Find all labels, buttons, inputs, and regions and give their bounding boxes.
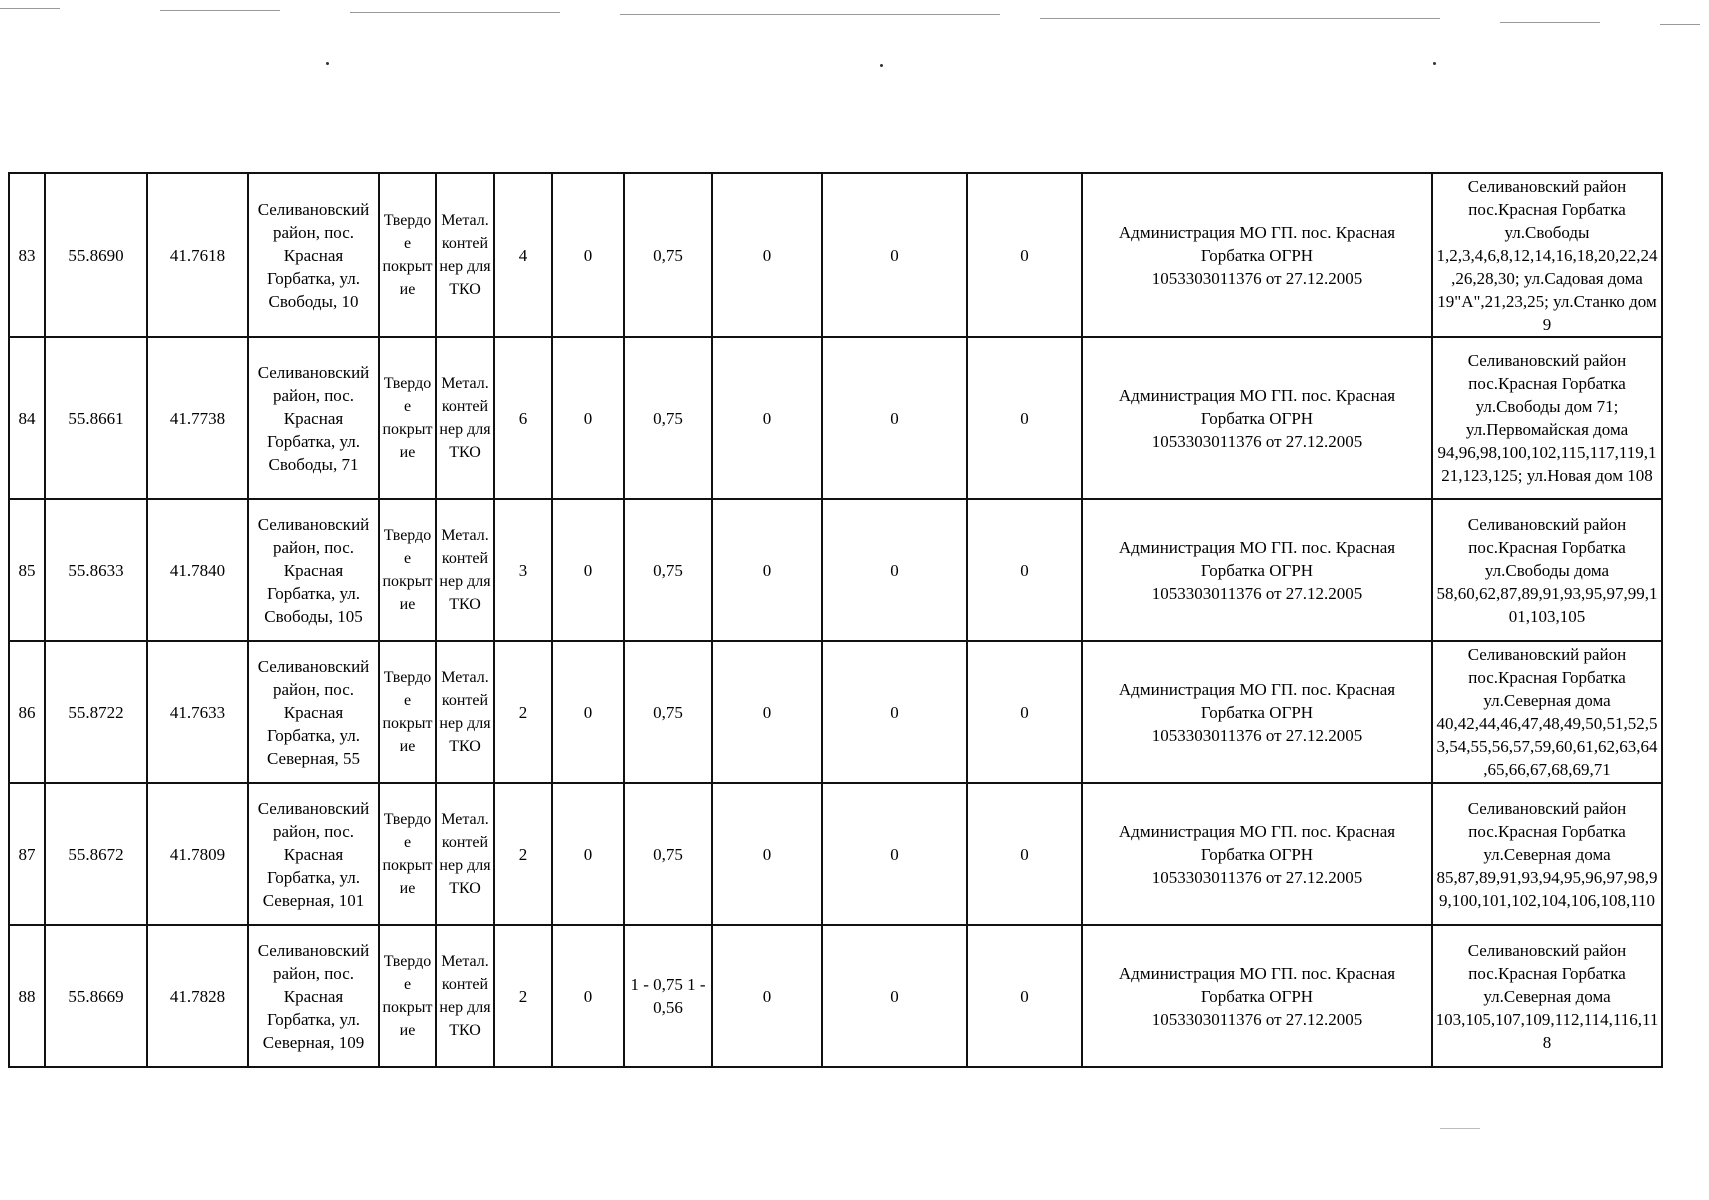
row-number: 87 bbox=[9, 783, 45, 925]
surface-type: Твердое покрытие bbox=[379, 783, 436, 925]
value-d: 0 bbox=[822, 783, 967, 925]
value-d: 0 bbox=[822, 499, 967, 641]
value-c: 0 bbox=[712, 337, 822, 499]
ogrn-value: 1053303011376 от 27.12.2005 bbox=[1151, 268, 1363, 288]
planned-count: 0 bbox=[552, 173, 624, 337]
owner-name: Администрация МО ГП. пос. Красная Горбатка bbox=[1118, 385, 1396, 428]
container-type: Метал. контейнер для ТКО bbox=[436, 925, 494, 1067]
served-houses: Селивановский район пос.Красная Горбатка ул.Свободы дом 71; ул.Первомайская дома 94,96,98,100,102,115,117,119,121,123,125; ул.Новая дом 108 bbox=[1432, 337, 1662, 499]
value-d: 0 bbox=[822, 337, 967, 499]
container-count: 2 bbox=[494, 641, 552, 783]
owner-info bbox=[1082, 499, 1432, 641]
latitude: 55.8661 bbox=[45, 337, 147, 499]
owner-info bbox=[1082, 783, 1432, 925]
value-e: 0 bbox=[967, 641, 1082, 783]
scan-dot bbox=[880, 64, 883, 67]
scan-dash bbox=[350, 12, 560, 13]
scan-dash bbox=[1040, 18, 1440, 19]
value-d: 0 bbox=[822, 641, 967, 783]
planned-count: 0 bbox=[552, 641, 624, 783]
container-count: 4 bbox=[494, 173, 552, 337]
latitude: 55.8672 bbox=[45, 783, 147, 925]
row-number: 85 bbox=[9, 499, 45, 641]
site-address: Селивановский район, пос. Красная Горбатка, ул. Свободы, 105 bbox=[248, 499, 379, 641]
ogrn-label: ОГРН bbox=[1269, 986, 1314, 1006]
site-address: Селивановский район, пос. Красная Горбатка, ул. Северная, 55 bbox=[248, 641, 379, 783]
longitude: 41.7840 bbox=[147, 499, 248, 641]
owner-name: Администрация МО ГП. пос. Красная Горбатка bbox=[1118, 679, 1396, 722]
container-type: Метал. контейнер для ТКО bbox=[436, 783, 494, 925]
row-number: 83 bbox=[9, 173, 45, 337]
planned-count: 0 bbox=[552, 925, 624, 1067]
surface-type: Твердое покрытие bbox=[379, 499, 436, 641]
container-volume: 0,75 bbox=[624, 641, 712, 783]
scan-dash bbox=[160, 10, 280, 11]
owner-info bbox=[1082, 173, 1432, 337]
scan-mark bbox=[1440, 1128, 1480, 1129]
value-d: 0 bbox=[822, 173, 967, 337]
container-volume: 1 - 0,75 1 - 0,56 bbox=[624, 925, 712, 1067]
container-volume: 0,75 bbox=[624, 783, 712, 925]
container-volume: 0,75 bbox=[624, 337, 712, 499]
surface-type: Твердое покрытие bbox=[379, 173, 436, 337]
ogrn-value: 1053303011376 от 27.12.2005 bbox=[1151, 431, 1363, 451]
ogrn-label: ОГРН bbox=[1269, 408, 1314, 428]
latitude: 55.8633 bbox=[45, 499, 147, 641]
latitude: 55.8690 bbox=[45, 173, 147, 337]
longitude: 41.7809 bbox=[147, 783, 248, 925]
value-e: 0 bbox=[967, 925, 1082, 1067]
value-c: 0 bbox=[712, 173, 822, 337]
container-volume: 0,75 bbox=[624, 499, 712, 641]
table-row bbox=[9, 641, 1662, 783]
container-count: 6 bbox=[494, 337, 552, 499]
site-address: Селивановский район, пос. Красная Горбатка, ул. Свободы, 10 bbox=[248, 173, 379, 337]
longitude: 41.7618 bbox=[147, 173, 248, 337]
container-count: 2 bbox=[494, 925, 552, 1067]
table-row bbox=[9, 173, 1662, 337]
value-c: 0 bbox=[712, 783, 822, 925]
row-number: 84 bbox=[9, 337, 45, 499]
ogrn-value: 1053303011376 от 27.12.2005 bbox=[1151, 583, 1363, 603]
ogrn-value: 1053303011376 от 27.12.2005 bbox=[1151, 867, 1363, 887]
longitude: 41.7633 bbox=[147, 641, 248, 783]
container-count: 3 bbox=[494, 499, 552, 641]
ogrn-value: 1053303011376 от 27.12.2005 bbox=[1151, 1009, 1363, 1029]
site-address: Селивановский район, пос. Красная Горбатка, ул. Свободы, 71 bbox=[248, 337, 379, 499]
container-type: Метал. контейнер для ТКО bbox=[436, 499, 494, 641]
row-number: 88 bbox=[9, 925, 45, 1067]
latitude: 55.8722 bbox=[45, 641, 147, 783]
table-row bbox=[9, 337, 1662, 499]
table-row bbox=[9, 925, 1662, 1067]
ogrn-label: ОГРН bbox=[1269, 702, 1314, 722]
site-address: Селивановский район, пос. Красная Горбатка, ул. Северная, 101 bbox=[248, 783, 379, 925]
scan-top-artifacts bbox=[0, 0, 1709, 70]
owner-name: Администрация МО ГП. пос. Красная Горбатка bbox=[1118, 222, 1396, 265]
value-d: 0 bbox=[822, 925, 967, 1067]
value-e: 0 bbox=[967, 499, 1082, 641]
owner-info bbox=[1082, 337, 1432, 499]
served-houses: Селивановский район пос.Красная Горбатка ул.Северная дома 85,87,89,91,93,94,95,96,97,98,99,100,101,102,104,106,108,110 bbox=[1432, 783, 1662, 925]
value-c: 0 bbox=[712, 499, 822, 641]
scan-dot bbox=[1433, 62, 1436, 65]
surface-type: Твердое покрытие bbox=[379, 925, 436, 1067]
served-houses: Селивановский район пос.Красная Горбатка ул.Северная дома 40,42,44,46,47,48,49,50,51,52,53,54,55,56,57,59,60,61,62,63,64,65,66,67,68,69,71 bbox=[1432, 641, 1662, 783]
value-c: 0 bbox=[712, 641, 822, 783]
table-row bbox=[9, 783, 1662, 925]
value-c: 0 bbox=[712, 925, 822, 1067]
owner-info bbox=[1082, 925, 1432, 1067]
scan-dot bbox=[326, 62, 329, 65]
value-e: 0 bbox=[967, 173, 1082, 337]
ogrn-value: 1053303011376 от 27.12.2005 bbox=[1151, 725, 1363, 745]
value-e: 0 bbox=[967, 337, 1082, 499]
ogrn-label: ОГРН bbox=[1269, 560, 1314, 580]
scan-dash bbox=[1660, 24, 1700, 25]
scan-dash bbox=[0, 8, 60, 9]
served-houses: Селивановский район пос.Красная Горбатка ул.Свободы 1,2,3,4,6,8,12,14,16,18,20,22,24,26,28,30; ул.Садовая дома 19"А",21,23,25; ул.Станко дом 9 bbox=[1432, 173, 1662, 337]
surface-type: Твердое покрытие bbox=[379, 337, 436, 499]
surface-type: Твердое покрытие bbox=[379, 641, 436, 783]
longitude: 41.7828 bbox=[147, 925, 248, 1067]
ogrn-label: ОГРН bbox=[1269, 844, 1314, 864]
served-houses: Селивановский район пос.Красная Горбатка ул.Свободы дома 58,60,62,87,89,91,93,95,97,99,101,103,105 bbox=[1432, 499, 1662, 641]
planned-count: 0 bbox=[552, 499, 624, 641]
owner-name: Администрация МО ГП. пос. Красная Горбатка bbox=[1118, 821, 1396, 864]
container-count: 2 bbox=[494, 783, 552, 925]
served-houses: Селивановский район пос.Красная Горбатка ул.Северная дома 103,105,107,109,112,114,116,118 bbox=[1432, 925, 1662, 1067]
ogrn-label: ОГРН bbox=[1269, 245, 1314, 265]
table-row bbox=[9, 499, 1662, 641]
container-type: Метал. контейнер для ТКО bbox=[436, 337, 494, 499]
site-address: Селивановский район, пос. Красная Горбатка, ул. Северная, 109 bbox=[248, 925, 379, 1067]
container-volume: 0,75 bbox=[624, 173, 712, 337]
owner-info bbox=[1082, 641, 1432, 783]
row-number: 86 bbox=[9, 641, 45, 783]
scan-dash bbox=[1500, 22, 1600, 23]
scan-dash bbox=[620, 14, 1000, 15]
planned-count: 0 bbox=[552, 783, 624, 925]
container-type: Метал. контейнер для ТКО bbox=[436, 641, 494, 783]
registry-table bbox=[8, 172, 1663, 1068]
value-e: 0 bbox=[967, 783, 1082, 925]
latitude: 55.8669 bbox=[45, 925, 147, 1067]
owner-name: Администрация МО ГП. пос. Красная Горбатка bbox=[1118, 537, 1396, 580]
planned-count: 0 bbox=[552, 337, 624, 499]
longitude: 41.7738 bbox=[147, 337, 248, 499]
owner-name: Администрация МО ГП. пос. Красная Горбатка bbox=[1118, 963, 1396, 1006]
container-type: Метал. контейнер для ТКО bbox=[436, 173, 494, 337]
